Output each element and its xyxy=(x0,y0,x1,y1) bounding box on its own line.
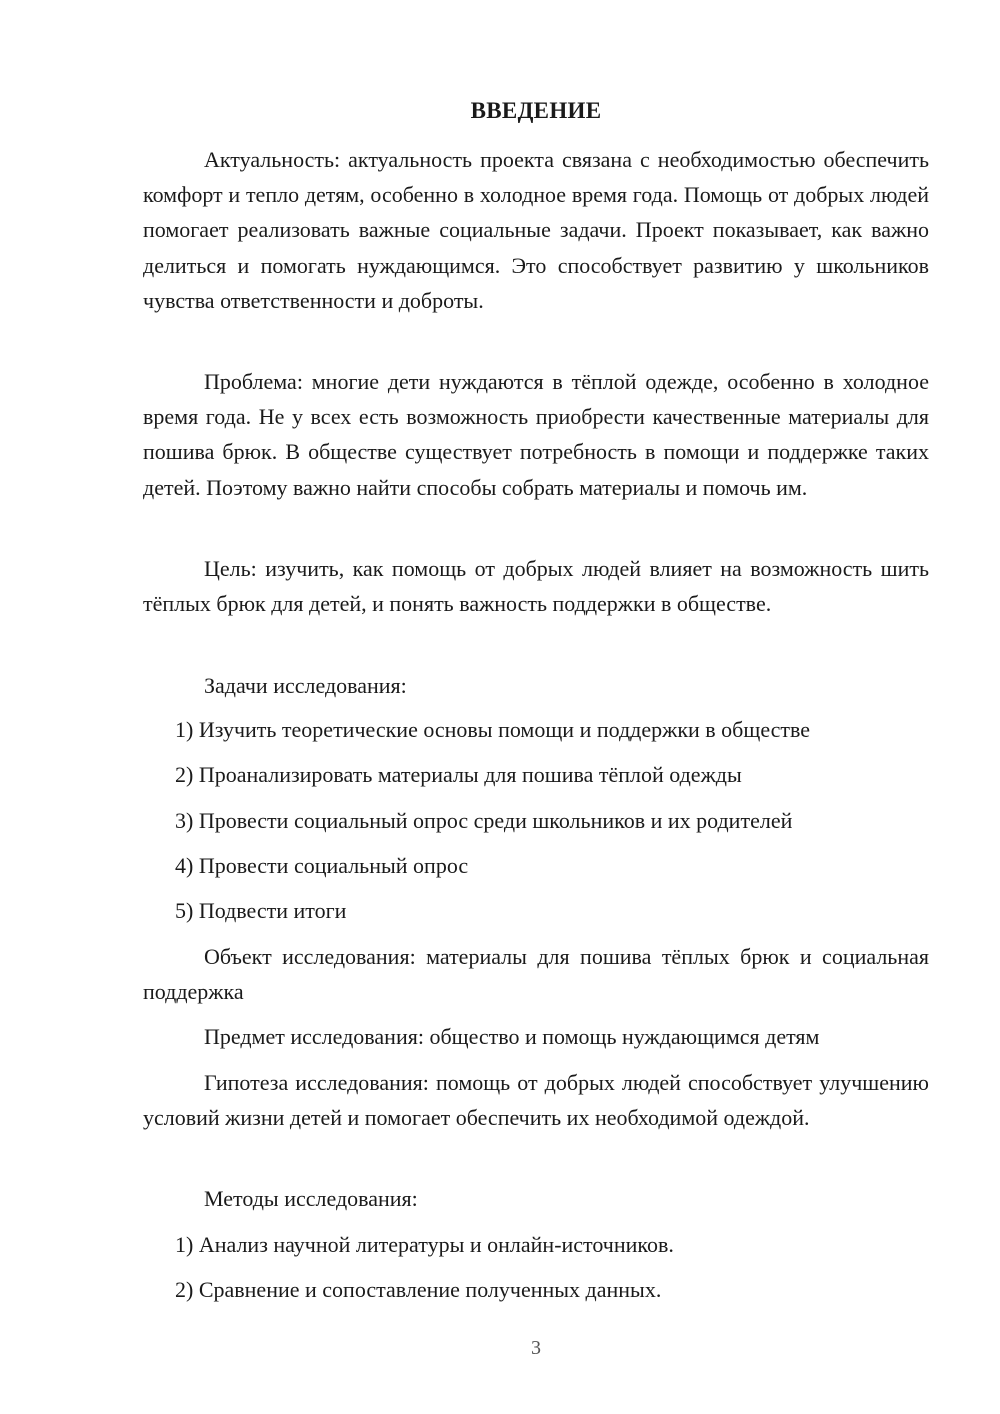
task-item: 3) Провести социальный опрос среди школьников и их родителей xyxy=(175,808,793,833)
page-number: 3 xyxy=(531,1337,541,1359)
paragraph-hypothesis: Гипотеза исследования: помощь от добрых людей способствует улучшению условий жизни детей и помогает обеспечить их необходимой одеждой. xyxy=(143,1070,929,1131)
paragraph-problem: Проблема: многие дети нуждаются в тёплой одежде, особенно в холодное время года. Не у всех есть возможность приобрести качественные материалы для пошива брюк. В обществе существует потребность в помощи и поддержке таких детей. Поэтому важно найти способы собрать материалы и помочь им. xyxy=(143,369,929,500)
paragraph-goal: Цель: изучить, как помощь от добрых людей влияет на возможность шить тёплых брюк для детей, и понять важность поддержки в обществе. xyxy=(143,556,929,617)
section-heading: ВВЕДЕНИЕ xyxy=(470,98,602,123)
paragraph-object: Объект исследования: материалы для пошива тёплых брюк и социальная поддержка xyxy=(143,944,929,1005)
task-item: 2) Проанализировать материалы для пошива тёплой одежды xyxy=(175,762,742,787)
task-item: 1) Изучить теоретические основы помощи и поддержки в обществе xyxy=(175,717,811,742)
paragraph-relevance: Актуальность: актуальность проекта связана с необходимостью обеспечить комфорт и тепло детям, особенно в холодное время года. Помощь от добрых людей помогает реализовать важные социальные задачи. Проект показывает, как важно делиться и помогать нуждающимся. Это способствует развитию у школьников чувства ответственности и доброты. xyxy=(143,147,929,313)
method-item: 2) Сравнение и сопоставление полученных данных. xyxy=(175,1277,662,1302)
task-item: 4) Провести социальный опрос xyxy=(175,853,469,878)
tasks-title: Задачи исследования: xyxy=(204,673,407,698)
task-item: 5) Подвести итоги xyxy=(175,898,347,923)
method-item: 1) Анализ научной литературы и онлайн-источников. xyxy=(175,1232,674,1257)
methods-title: Методы исследования: xyxy=(204,1186,418,1211)
paragraph-subject: Предмет исследования: общество и помощь нуждающимся детям xyxy=(204,1024,820,1049)
